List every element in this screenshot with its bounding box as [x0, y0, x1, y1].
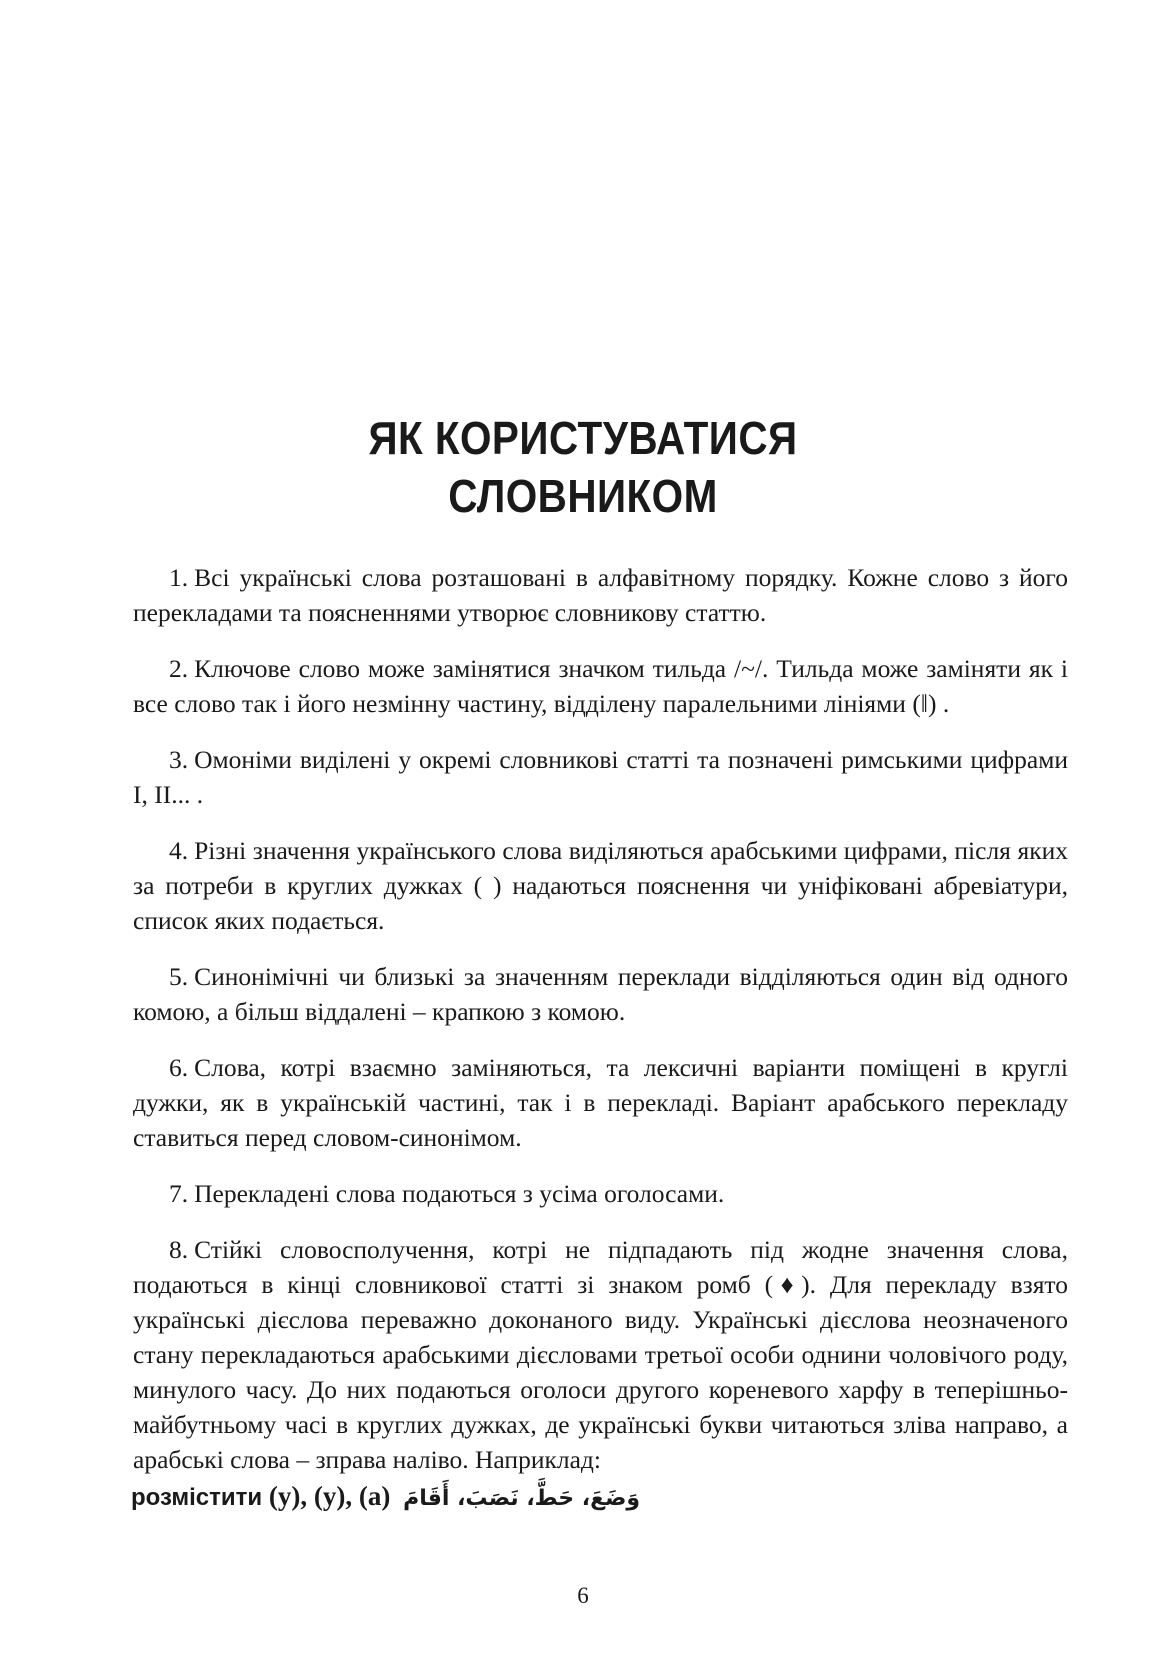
paragraph-3	[133, 742, 1068, 812]
paragraph-7	[133, 1176, 1068, 1211]
paragraph-text: Ключове слово може замінятися значком тильда /~/. Тильда може заміняти як і все слово так і його незмінну частину, відділену паралельними лініями (‖) .	[133, 654, 1068, 718]
paragraph-5	[133, 959, 1068, 1029]
example-lemma: розмістити	[131, 1484, 263, 1511]
paragraph-number: 7.	[169, 1179, 189, 1208]
page-number: 6	[577, 1583, 589, 1608]
paragraph-number: 1.	[169, 563, 189, 592]
paragraph-1	[133, 560, 1068, 630]
dictionary-example-entry	[131, 1478, 640, 1517]
paragraph-text: Перекладені слова подаються з усіма оголосами.	[194, 1179, 725, 1208]
paragraph-text: Різні значення українського слова виділяються арабськими цифрами, після яких за потреби в круглих дужках ( ) надаються пояснення чи уніфіковані абревіатури, список яких подається.	[133, 836, 1068, 935]
example-grammar-marks: (у), (у), (а)	[268, 1481, 391, 1511]
paragraph-number: 3.	[169, 745, 189, 774]
paragraph-6	[133, 1050, 1068, 1155]
paragraph-2	[133, 651, 1068, 721]
paragraph-8	[133, 1232, 1068, 1477]
paragraph-text: Омоніми виділені у окремі словникові статті та позначені римськими цифрами I, II... .	[133, 745, 1068, 809]
paragraph-text: Слова, котрі взаємно заміняються, та лексичні варіанти поміщені в круглі дужки, як в українській частині, так і в перекладі. Варіант арабського перекладу ставиться перед словом-синонімом.	[133, 1053, 1068, 1152]
instructions-body	[133, 560, 1068, 1498]
title-line-2: СЛОВНИКОМ	[448, 469, 718, 522]
paragraph-number: 2.	[169, 654, 189, 683]
title-line-1: ЯК КОРИСТУВАТИСЯ	[368, 411, 798, 464]
paragraph-4	[133, 833, 1068, 938]
example-arabic-translation: وَضَعَ، حَطَّ، نَصَبَ، أَقَامَ	[403, 1486, 641, 1511]
paragraph-text: Стійкі словосполучення, котрі не підпадають під жодне значення слова, подаються в кінці словникової статті зі знаком ромб (♦). Для перекладу взято українські дієслова переважно доконаного виду. Українські дієслова неозначеного стану перекладаються арабськими дієсловами третьої особи однини чоловічого роду, минулого часу. До них подаються оголоси другого кореневого харфу в теперішньо-майбутньому часі в круглих дужках, де українські букви читаються зліва направо, а арабські слова – зправа наліво. Наприклад:	[133, 1235, 1068, 1474]
paragraph-number: 8.	[169, 1235, 189, 1264]
paragraph-text: Всі українські слова розташовані в алфавітному порядку. Кожне слово з його перекладами та поясненнями утворює словникову статтю.	[133, 563, 1068, 627]
paragraph-text: Синонімічні чи близькі за значенням переклади відділяються один від одного комою, а більш віддалені – крапкою з комою.	[133, 962, 1068, 1026]
paragraph-number: 6.	[169, 1053, 189, 1082]
page-title	[70, 409, 1096, 525]
paragraph-number: 5.	[169, 962, 189, 991]
paragraph-number: 4.	[169, 836, 189, 865]
